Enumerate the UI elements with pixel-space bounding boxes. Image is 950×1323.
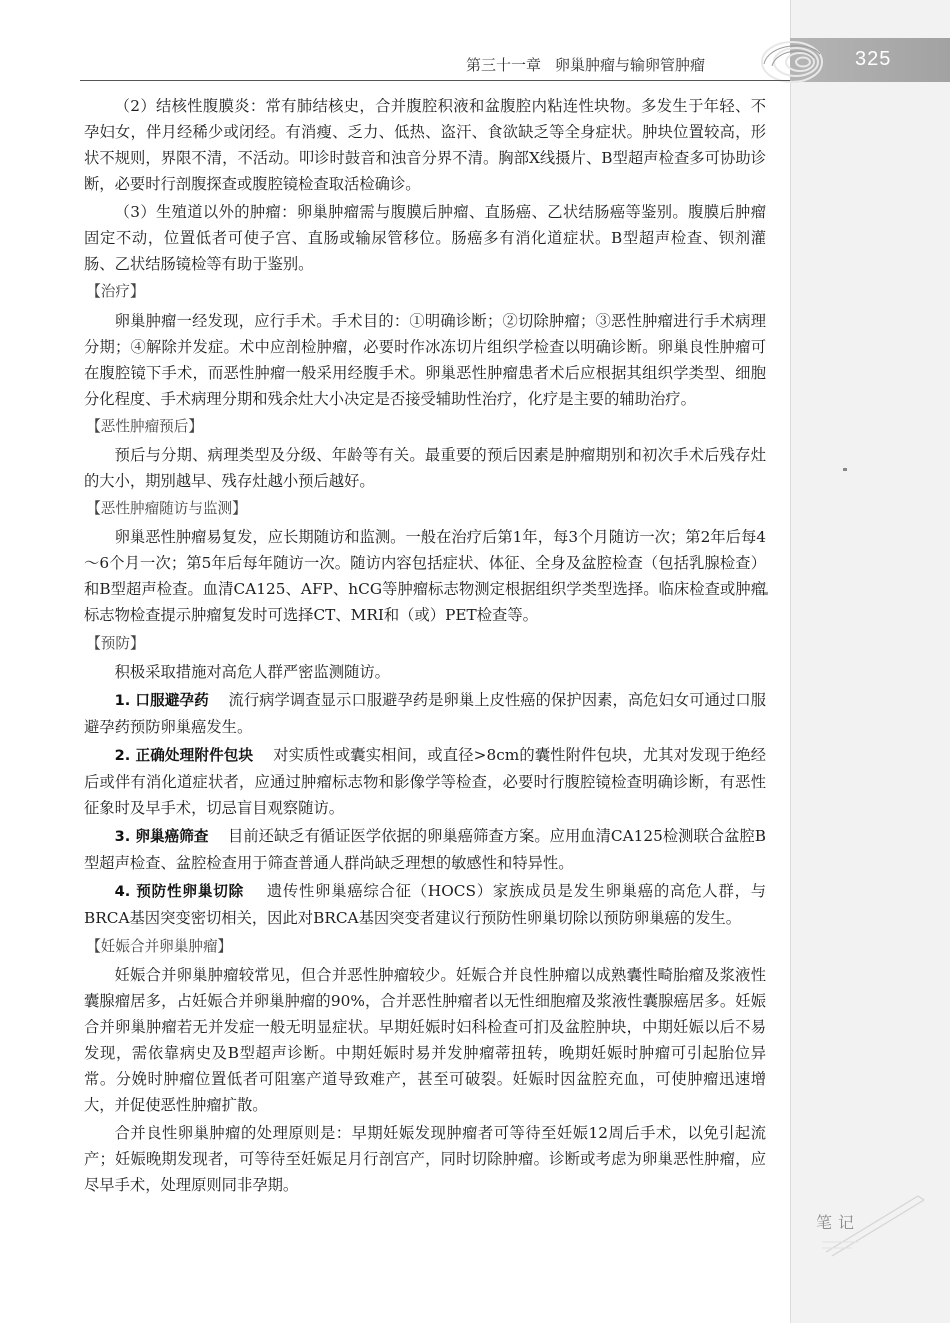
section-heading-prevention: 【预防】 xyxy=(86,634,145,652)
swirl-logo-icon xyxy=(758,34,828,90)
chapter-title: 卵巢肿瘤与输卵管肿瘤 xyxy=(555,56,706,74)
item-title: 3. 卵巢癌筛查 xyxy=(114,828,209,846)
paragraph-prevention-intro: 积极采取措施对高危人群严密监测随访。 xyxy=(114,662,390,681)
item-text: 流行病学调查显示口服避孕药是卵巢上皮性癌的保护因素，高危妇女可通过口服避孕药预防卵巢癌发生。 xyxy=(84,690,767,736)
prevention-item-2 xyxy=(84,742,766,821)
section-heading-followup: 【恶性肿瘤随访与监测】 xyxy=(86,500,247,518)
paragraph-extragenital-tumors: （3）生殖道以外的肿瘤：卵巢肿瘤需与腹膜后肿瘤、直肠癌、乙状结肠癌等鉴别。腹膜后肿瘤固定不动，位置低者可使子宫、直肠或输尿管移位。肠癌多有消化道症状。B型超声检查、钡剂灌肠、乙状结肠镜检等有助于鉴别。 xyxy=(84,203,766,274)
prevention-item-1 xyxy=(84,687,766,740)
page-number: 325 xyxy=(855,48,892,70)
item-title: 1. 口服避孕药 xyxy=(114,691,209,709)
notes-sidebar xyxy=(790,0,950,1323)
item-text: 对实质性或囊实相间，或直径>8cm的囊性附件包块，尤其对发现于绝经后或伴有消化道症状者，应通过肿瘤标志物和影像学等检查，必要时行腹腔镜检查明确诊断，有恶性征象时及早手术，切忌盲目观察随访。 xyxy=(84,746,767,818)
notes-label: 笔记 xyxy=(816,1213,861,1232)
paragraph-prognosis: 预后与分期、病理类型及分级、年龄等有关。最重要的预后因素是肿瘤期别和初次手术后残存灶的大小，期别越早、残存灶越小预后越好。 xyxy=(84,445,766,490)
prevention-item-3 xyxy=(84,823,766,876)
chapter-number: 第三十一章 xyxy=(466,56,542,74)
paragraph-tuberculous-peritonitis: （2）结核性腹膜炎：常有肺结核史，合并腹腔积液和盆腹腔内粘连性块物。多发生于年轻、不孕妇女，伴月经稀少或闭经。有消瘦、乏力、低热、盗汗、食欲缺乏等全身症状。肿块位置较高，形状不规则，界限不清，不活动。叩诊时鼓音和浊音分界不清。胸部X线摄片、B型超声检查多可协助诊断，必要时行剖腹探查或腹腔镜检查取活检确诊。 xyxy=(84,97,766,193)
paragraph-followup: 卵巢恶性肿瘤易复发，应长期随访和监测。一般在治疗后第1年，每3个月随访一次；第2年后每4～6个月一次；第5年后每年随访一次。随访内容包括症状、体征、全身及盆腔检查（包括乳腺检查）和B型超声检查。血清CA125、AFP、hCG等肿瘤标志物测定根据组织学类型选择。临床检查或肿瘤标志物检查提示肿瘤复发时可选择CT、MRI和（或）PET检查等。 xyxy=(84,528,766,625)
page-body xyxy=(84,93,766,1200)
header-rule xyxy=(80,80,790,81)
running-head xyxy=(466,54,756,80)
item-title: 2. 正确处理附件包块 xyxy=(114,747,254,765)
item-text: 目前还缺乏有循证医学依据的卵巢癌筛查方案。应用血清CA125检测联合盆腔B型超声检查、盆腔检查用于筛查普通人群尚缺乏理想的敏感性和特异性。 xyxy=(84,827,767,873)
margin-mark xyxy=(843,468,847,471)
section-heading-prognosis: 【恶性肿瘤预后】 xyxy=(86,417,203,435)
section-heading-treatment: 【治疗】 xyxy=(86,283,145,301)
item-text: 遗传性卵巢癌综合征（HOCS）家族成员是发生卵巢癌的高危人群，与BRCA基因突变密切相关，因此对BRCA基因突变者建议行预防性卵巢切除以预防卵巢癌的发生。 xyxy=(84,882,766,928)
prevention-item-4 xyxy=(84,878,766,931)
paragraph-pregnancy-management: 合并良性卵巢肿瘤的处理原则是：早期妊娠发现肿瘤者可等待至妊娠12周后手术，以免引起流产；妊娠晚期发现者，可等待至妊娠足月行剖宫产，同时切除肿瘤。诊断或考虑为卵巢恶性肿瘤，应尽早手术，处理原则同非孕期。 xyxy=(84,1124,766,1194)
paragraph-pregnancy: 妊娠合并卵巢肿瘤较常见，但合并恶性肿瘤较少。妊娠合并良性肿瘤以成熟囊性畸胎瘤及浆液性囊腺瘤居多，占妊娠合并卵巢肿瘤的90%，合并恶性肿瘤者以无性细胞瘤及浆液性囊腺癌居多。妊娠合并卵巢肿瘤若无并发症一般无明显症状。早期妊娠时妇科检查可扪及盆腔肿块，中期妊娠以后不易发现，需依靠病史及B型超声诊断。中期妊娠时易并发肿瘤蒂扭转，晚期妊娠时肿瘤可引起胎位异常。分娩时肿瘤位置低者可阻塞产道导致难产，甚至可破裂。妊娠时因盆腔充血，可使肿瘤迅速增大，并促使恶性肿瘤扩散。 xyxy=(84,965,766,1114)
section-heading-pregnancy: 【妊娠合并卵巢肿瘤】 xyxy=(86,937,233,955)
paragraph-treatment: 卵巢肿瘤一经发现，应行手术。手术目的：①明确诊断；②切除肿瘤；③恶性肿瘤进行手术病理分期；④解除并发症。术中应剖检肿瘤，必要时作冰冻切片组织学检查以明确诊断。卵巢良性肿瘤可在腹腔镜下手术，而恶性肿瘤一般采用经腹手术。卵巢恶性肿瘤患者术后应根据其组织学类型、细胞分化程度、手术病理分期和残余灶大小决定是否接受辅助性治疗，化疗是主要的辅助治疗。 xyxy=(84,311,766,408)
item-title: 4. 预防性卵巢切除 xyxy=(114,883,245,901)
